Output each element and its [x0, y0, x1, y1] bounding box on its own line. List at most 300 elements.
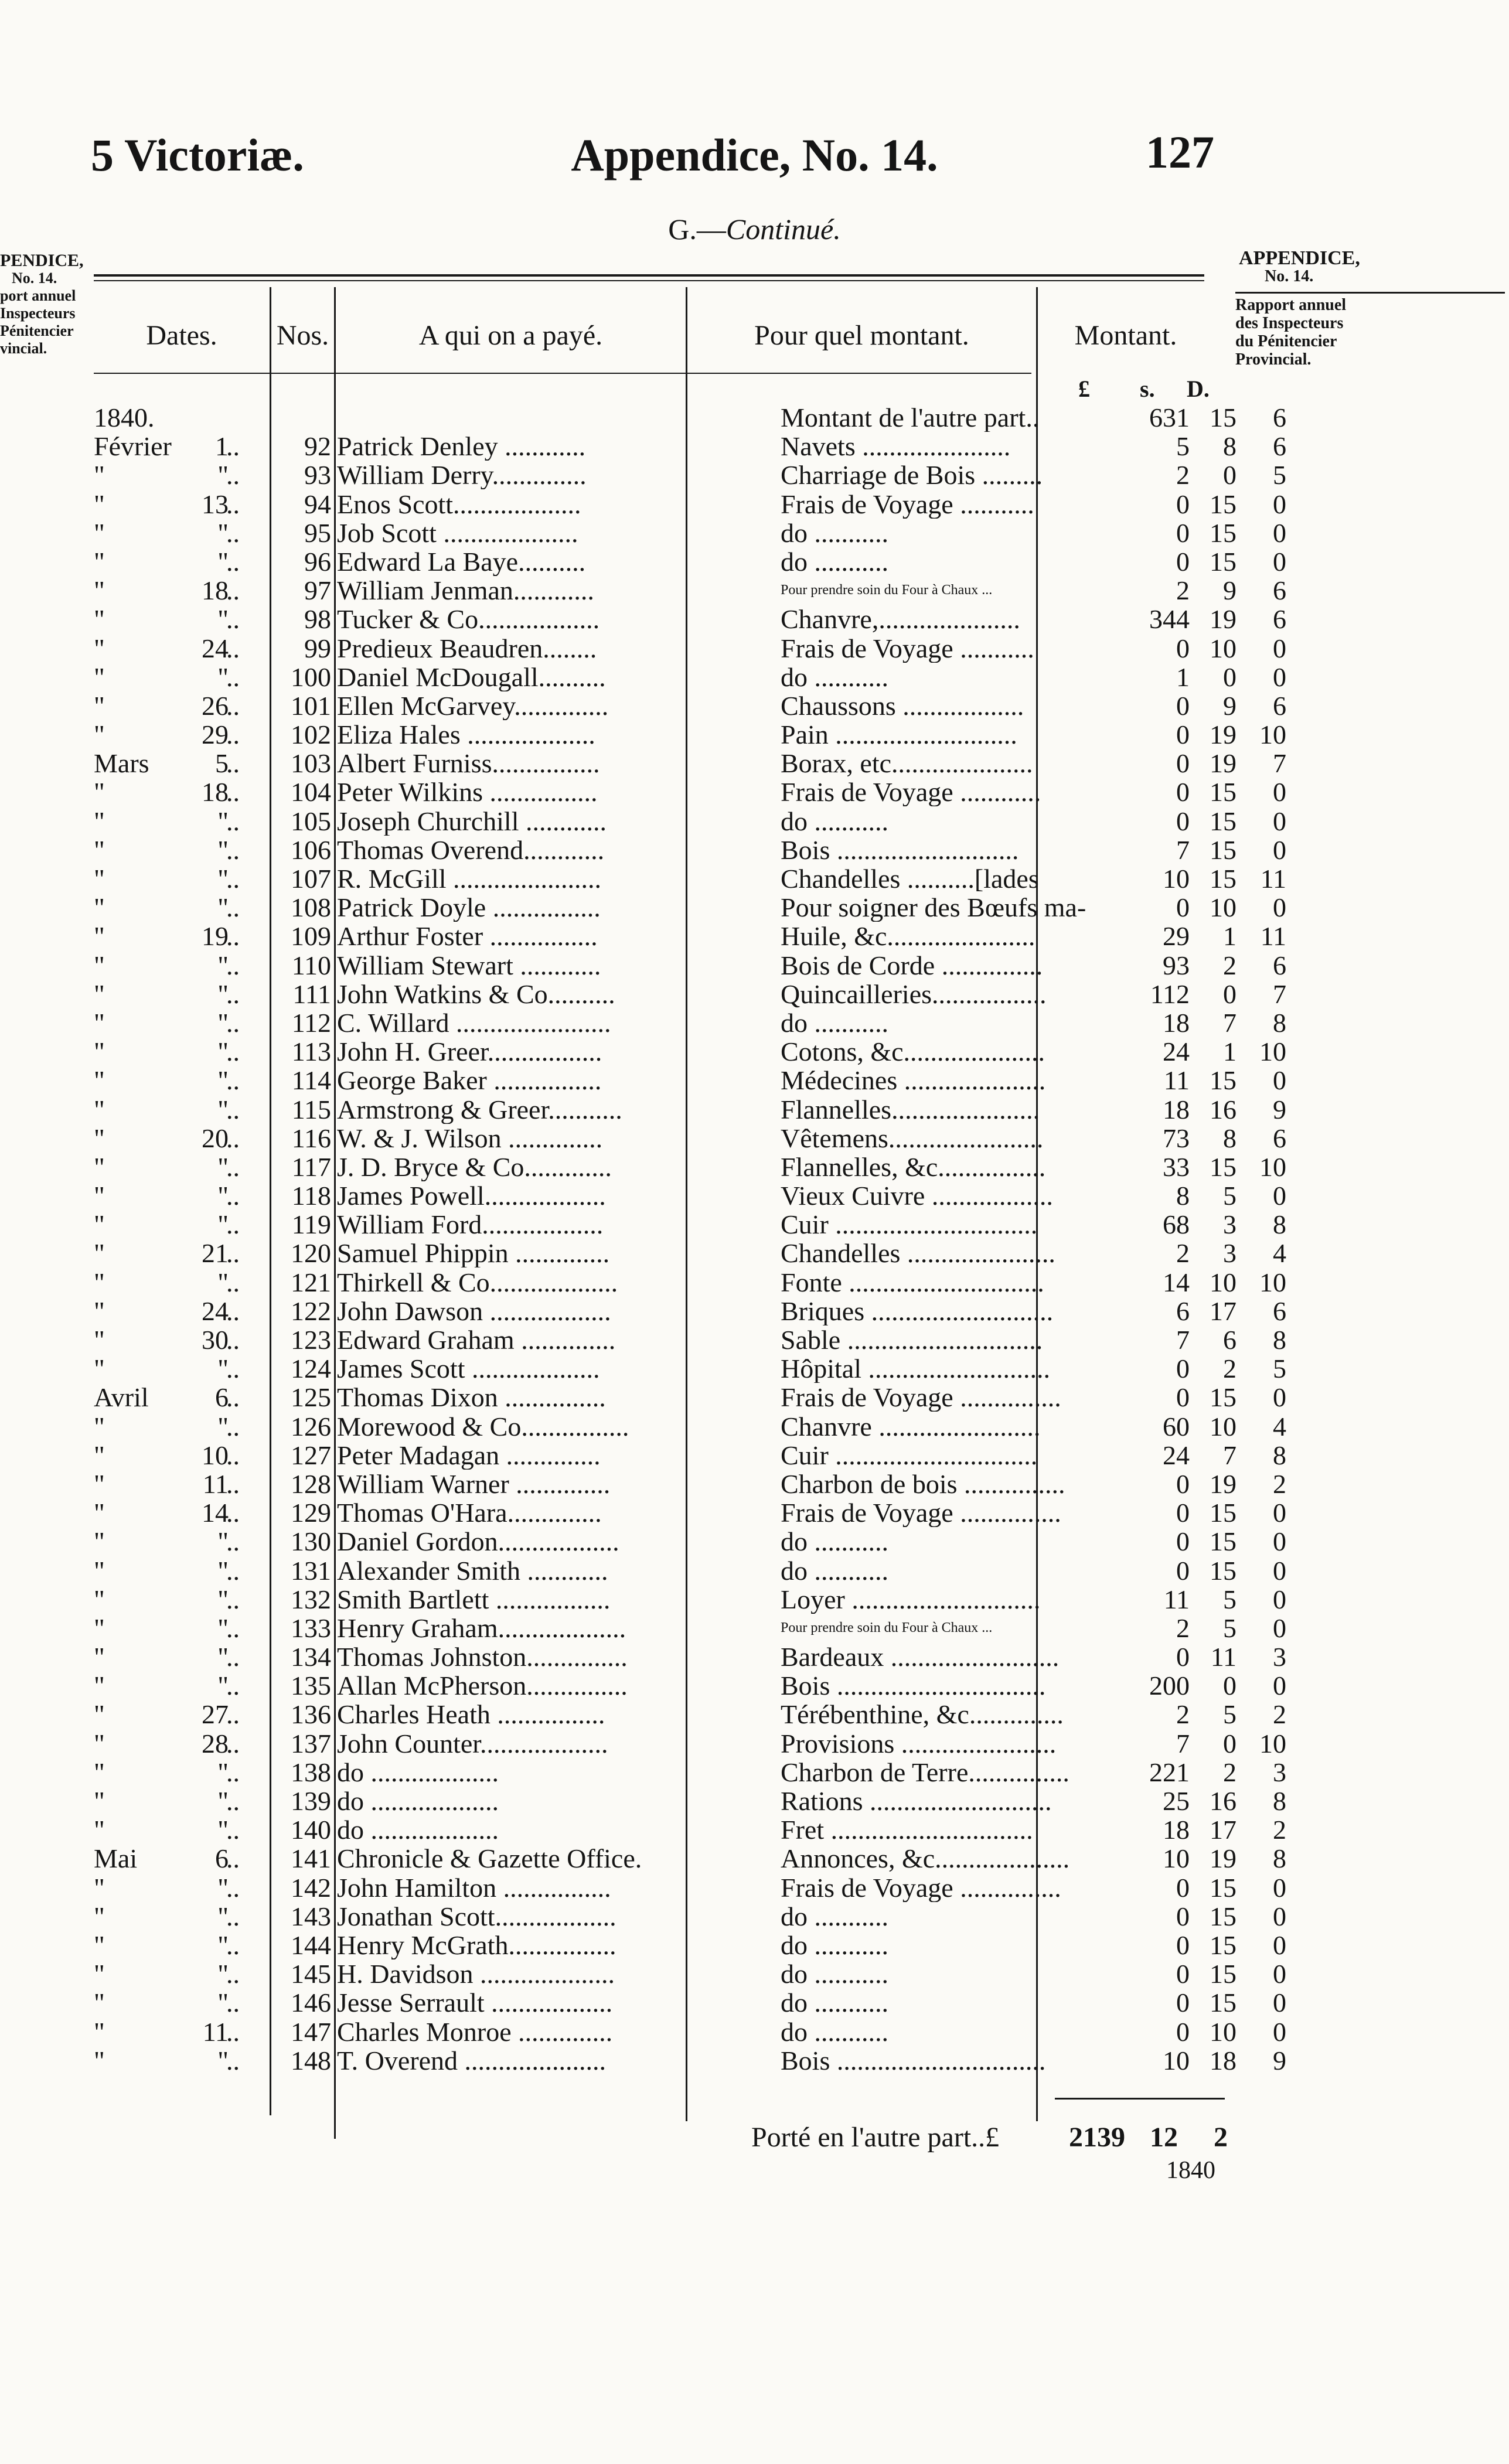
- payee-name: James Powell..................: [337, 1181, 606, 1211]
- amount-pounds: 0: [1176, 1642, 1190, 1672]
- amount-pence: 0: [1273, 1066, 1286, 1095]
- leader-dots: ..: [226, 547, 240, 576]
- table-row: [88, 1787, 1286, 1815]
- payee-name: John Counter...................: [337, 1729, 608, 1758]
- date-day: 24: [202, 633, 229, 663]
- table-row: [88, 489, 1286, 519]
- amount-pounds: 0: [1176, 1930, 1190, 1959]
- date-month: 1840.: [94, 403, 155, 432]
- payee-name: Patrick Doyle ................: [337, 893, 601, 922]
- date-day: ": [217, 461, 229, 490]
- leader-dots: ..: [226, 778, 240, 807]
- payee-name: Jesse Serrault ..................: [337, 1988, 613, 2017]
- table-row: [88, 518, 1286, 547]
- amount-shillings: 15: [1210, 547, 1237, 576]
- payee-name: William Derry..............: [337, 461, 587, 490]
- payee-name: John H. Greer.................: [337, 1037, 602, 1066]
- date-day: 21: [202, 1239, 229, 1268]
- amount-shillings: 10: [1210, 1267, 1237, 1297]
- amount-pence: 6: [1273, 432, 1286, 461]
- amount-pence: 0: [1273, 778, 1286, 807]
- payee-name: T. Overend .....................: [337, 2046, 607, 2075]
- date-day: 11: [202, 2017, 229, 2046]
- total-pounds: 2139: [1069, 2122, 1125, 2153]
- voucher-number: 143: [291, 1901, 331, 1931]
- date-month: Mai: [94, 1844, 138, 1873]
- table-row: [88, 1527, 1286, 1556]
- date-month: ": [94, 1815, 105, 1845]
- amount-pence: 0: [1273, 1959, 1286, 1989]
- date-month: ": [94, 922, 105, 951]
- payee-name: John Watkins & Co..........: [337, 979, 615, 1008]
- payment-purpose: do ...........: [781, 1988, 888, 2017]
- left-margin-line: Pénitencier: [0, 322, 74, 339]
- table-row: [88, 778, 1286, 807]
- voucher-number: 140: [291, 1815, 331, 1845]
- leader-dots: ..: [226, 1498, 240, 1528]
- date-day: ": [217, 1066, 229, 1095]
- right-margin-line: Rapport annuel: [1235, 296, 1347, 314]
- leader-dots: ..: [226, 432, 240, 461]
- amount-shillings: 15: [1210, 489, 1237, 519]
- payee-name: Daniel McDougall..........: [337, 662, 606, 691]
- voucher-number: 101: [291, 691, 331, 720]
- amount-pence: 10: [1259, 1152, 1286, 1181]
- payee-name: Enos Scott...................: [337, 489, 581, 519]
- amount-pence: 0: [1273, 1181, 1286, 1211]
- voucher-number: 144: [291, 1930, 331, 1959]
- amount-shillings: 16: [1210, 1095, 1237, 1124]
- payment-purpose: Huile, &c......................: [781, 922, 1035, 951]
- payee-name: William Jenman............: [337, 576, 594, 605]
- amount-shillings: 15: [1210, 835, 1237, 864]
- payment-purpose: Flannelles......................: [781, 1095, 1040, 1124]
- leader-dots: ..: [226, 864, 240, 893]
- voucher-number: 111: [292, 979, 331, 1008]
- amount-pence: 2: [1273, 1700, 1286, 1729]
- payee-name: John Dawson ..................: [337, 1296, 611, 1325]
- amount-pounds: 0: [1176, 2017, 1190, 2046]
- payee-name: Peter Wilkins ................: [337, 778, 598, 807]
- amount-shillings: 7: [1223, 1008, 1237, 1037]
- date-month: ": [94, 720, 105, 749]
- table-row: [88, 576, 1286, 605]
- table-row: [88, 1181, 1286, 1211]
- amount-pounds: 0: [1176, 1901, 1190, 1931]
- amount-shillings: 1: [1223, 1037, 1237, 1066]
- date-month: ": [94, 1901, 105, 1931]
- table-row: [88, 432, 1286, 461]
- date-day: 5: [215, 749, 229, 778]
- amount-pounds: 0: [1176, 1354, 1190, 1383]
- total-pence: 2: [1214, 2122, 1228, 2153]
- voucher-number: 141: [291, 1844, 331, 1873]
- payment-purpose: Charriage de Bois .........: [781, 461, 1043, 490]
- header-bottom-rule: [94, 373, 1031, 374]
- amount-pence: 6: [1273, 605, 1286, 634]
- leader-dots: ..: [226, 576, 240, 605]
- leader-dots: ..: [226, 1613, 240, 1642]
- payee-name: Chronicle & Gazette Office.: [337, 1844, 642, 1873]
- table-row: [88, 720, 1286, 749]
- amount-pounds: 10: [1163, 2046, 1190, 2075]
- left-margin-sub: No. 14.: [12, 270, 57, 287]
- date-month: ": [94, 1613, 105, 1642]
- amount-pounds: 2: [1176, 461, 1190, 490]
- voucher-number: 114: [291, 1066, 331, 1095]
- voucher-number: 118: [291, 1181, 331, 1211]
- date-day: ": [217, 835, 229, 864]
- amount-pence: 11: [1260, 922, 1286, 951]
- amount-pence: 3: [1273, 1642, 1286, 1672]
- payee-name: John Hamilton ................: [337, 1873, 611, 1902]
- payment-purpose: do ...........: [781, 518, 888, 547]
- amount-pence: 9: [1273, 1095, 1286, 1124]
- amount-shillings: 15: [1210, 1066, 1237, 1095]
- date-day: ": [217, 1181, 229, 1211]
- payment-purpose: Pour prendre soin du Four à Chaux ...: [781, 582, 993, 598]
- amount-pounds: 0: [1176, 633, 1190, 663]
- leader-dots: ..: [226, 1066, 240, 1095]
- leader-dots: ..: [226, 1267, 240, 1297]
- leader-dots: ..: [226, 1700, 240, 1729]
- date-day: ": [217, 1210, 229, 1239]
- payment-purpose: Pour prendre soin du Four à Chaux ...: [781, 1620, 993, 1635]
- payment-purpose: Chanvre ........................: [781, 1412, 1041, 1441]
- payment-purpose: Flannelles, &c................: [781, 1152, 1046, 1181]
- date-day: ": [217, 950, 229, 980]
- amount-pounds: 7: [1176, 1325, 1190, 1354]
- amount-pence: 10: [1259, 1729, 1286, 1758]
- amount-pence: 0: [1273, 2017, 1286, 2046]
- amount-pounds: 0: [1176, 1383, 1190, 1412]
- date-month: ": [94, 1296, 105, 1325]
- table-row: [88, 1930, 1286, 1959]
- amount-shillings: 19: [1210, 720, 1237, 749]
- amount-shillings: 10: [1210, 2017, 1237, 2046]
- right-margin-line: des Inspecteurs: [1235, 314, 1344, 332]
- table-row: [88, 1498, 1286, 1528]
- subtitle-continued: Continué.: [725, 213, 841, 246]
- payment-purpose: Bois de Corde ...............: [781, 950, 1043, 980]
- amount-pounds: 0: [1176, 1527, 1190, 1556]
- date-month: Février: [94, 432, 172, 461]
- amount-pounds: 24: [1163, 1037, 1190, 1066]
- date-day: ": [217, 979, 229, 1008]
- date-month: ": [94, 605, 105, 634]
- date-month: ": [94, 1584, 105, 1614]
- amount-pence: 0: [1273, 1671, 1286, 1700]
- table-row: [88, 2046, 1286, 2075]
- amount-pence: 6: [1273, 950, 1286, 980]
- voucher-number: 128: [291, 1469, 331, 1498]
- date-month: ": [94, 1037, 105, 1066]
- amount-pence: 0: [1273, 1383, 1286, 1412]
- amount-shillings: 8: [1223, 432, 1237, 461]
- amount-shillings: 19: [1210, 1469, 1237, 1498]
- payee-name: William Stewart ............: [337, 950, 601, 980]
- payment-purpose: do ...........: [781, 1901, 888, 1931]
- payment-purpose: Frais de Voyage ...............: [781, 1383, 1061, 1412]
- amount-shillings: 15: [1210, 1959, 1237, 1989]
- date-month: ": [94, 1556, 105, 1585]
- payment-purpose: do ...........: [781, 662, 888, 691]
- amount-pounds: 2: [1176, 576, 1190, 605]
- date-month: ": [94, 1152, 105, 1181]
- leader-dots: ..: [226, 1008, 240, 1037]
- date-day: ": [217, 662, 229, 691]
- voucher-number: 148: [291, 2046, 331, 2075]
- payee-name: Alexander Smith ............: [337, 1556, 608, 1585]
- leader-dots: ..: [226, 922, 240, 951]
- table-row: [88, 1873, 1286, 1902]
- date-month: ": [94, 1498, 105, 1528]
- total-shillings: 12: [1150, 2122, 1178, 2153]
- amount-shillings: 2: [1223, 950, 1237, 980]
- amount-pounds: 0: [1176, 1873, 1190, 1902]
- left-margin-line: port annuel: [0, 287, 76, 304]
- voucher-number: 135: [291, 1671, 331, 1700]
- right-margin-line: Provincial.: [1235, 350, 1312, 369]
- amount-shillings: 19: [1210, 605, 1237, 634]
- amount-shillings: 0: [1223, 1729, 1237, 1758]
- leader-dots: ..: [226, 633, 240, 663]
- payee-name: Peter Madagan ..............: [337, 1440, 601, 1470]
- table-row: [88, 749, 1286, 778]
- payment-purpose: Chandelles ......................: [781, 1239, 1055, 1268]
- date-day: ": [217, 547, 229, 576]
- leader-dots: ..: [226, 1959, 240, 1989]
- date-day: 1: [215, 432, 229, 461]
- table-row: [88, 1037, 1286, 1066]
- date-day: ": [217, 1037, 229, 1066]
- leader-dots: ..: [226, 950, 240, 980]
- leader-dots: ..: [226, 1210, 240, 1239]
- date-day: ": [217, 1354, 229, 1383]
- date-day: 6: [215, 1383, 229, 1412]
- subtitle-prefix: G.—: [668, 213, 726, 246]
- date-day: ": [217, 518, 229, 547]
- payment-purpose: Bardeaux .........................: [781, 1642, 1060, 1672]
- table-row: [88, 1988, 1286, 2017]
- amount-shillings: 17: [1210, 1815, 1237, 1845]
- amount-pounds: 29: [1163, 922, 1190, 951]
- date-day: ": [217, 1613, 229, 1642]
- amount-pence: 0: [1273, 893, 1286, 922]
- amount-pence: 0: [1273, 1556, 1286, 1585]
- voucher-number: 109: [291, 922, 331, 951]
- payee-name: George Baker ................: [337, 1066, 602, 1095]
- amount-shillings: 9: [1223, 691, 1237, 720]
- right-margin-sub: No. 14.: [1265, 267, 1314, 285]
- payment-purpose: Charbon de Terre...............: [781, 1757, 1069, 1787]
- amount-shillings: 15: [1210, 1527, 1237, 1556]
- col-header-purpose: Pour quel montant.: [754, 320, 969, 351]
- table-row: [88, 1066, 1286, 1095]
- date-month: ": [94, 950, 105, 980]
- date-day: ": [217, 806, 229, 836]
- payment-purpose: Vieux Cuivre ..................: [781, 1181, 1053, 1211]
- table-row: [88, 461, 1286, 490]
- voucher-number: 145: [291, 1959, 331, 1989]
- carried-forward-label: Porté en l'autre part..£: [751, 2122, 1000, 2153]
- amount-pounds: 68: [1163, 1210, 1190, 1239]
- amount-pounds: 73: [1163, 1123, 1190, 1153]
- payment-purpose: do ...........: [781, 806, 888, 836]
- payment-purpose: do ...........: [781, 1527, 888, 1556]
- amount-pence: 0: [1273, 1930, 1286, 1959]
- amount-pounds: 7: [1176, 1729, 1190, 1758]
- voucher-number: 117: [291, 1152, 331, 1181]
- payment-purpose: Chaussons ..................: [781, 691, 1024, 720]
- leader-dots: ..: [226, 1296, 240, 1325]
- payment-purpose: Cuir ..............................: [781, 1440, 1038, 1470]
- col-header-dates: Dates.: [146, 320, 217, 351]
- amount-pence: 8: [1273, 1325, 1286, 1354]
- payee-name: Henry Graham...................: [337, 1613, 626, 1642]
- date-month: ": [94, 1440, 105, 1470]
- date-day: ": [217, 1873, 229, 1902]
- date-month: ": [94, 1700, 105, 1729]
- amount-pence: 2: [1273, 1469, 1286, 1498]
- amount-pounds: 93: [1163, 950, 1190, 980]
- voucher-number: 133: [291, 1613, 331, 1642]
- date-day: ": [217, 1584, 229, 1614]
- date-month: ": [94, 576, 105, 605]
- date-month: Mars: [94, 749, 149, 778]
- table-row: [88, 1008, 1286, 1037]
- date-day: ": [217, 1815, 229, 1845]
- amount-pounds: 0: [1176, 778, 1190, 807]
- table-row: [88, 1700, 1286, 1729]
- leader-dots: ..: [226, 1181, 240, 1211]
- voucher-number: 147: [291, 2017, 331, 2046]
- amount-shillings: 8: [1223, 1123, 1237, 1153]
- voucher-number: 120: [291, 1239, 331, 1268]
- date-month: ": [94, 1729, 105, 1758]
- date-day: ": [217, 1267, 229, 1297]
- amount-shillings: 10: [1210, 633, 1237, 663]
- leader-dots: ..: [226, 2046, 240, 2075]
- date-day: ": [217, 1008, 229, 1037]
- date-month: ": [94, 1123, 105, 1153]
- leader-dots: ..: [226, 1584, 240, 1614]
- payee-name: Thomas Overend............: [337, 835, 605, 864]
- amount-shillings: 9: [1223, 576, 1237, 605]
- table-row: [88, 633, 1286, 663]
- table-row: [88, 979, 1286, 1008]
- amount-shillings: 15: [1210, 806, 1237, 836]
- payment-purpose: Bois ...............................: [781, 1671, 1046, 1700]
- payee-name: Patrick Denley ............: [337, 432, 586, 461]
- amount-shillings: 15: [1210, 1556, 1237, 1585]
- leader-dots: ..: [226, 1037, 240, 1066]
- amount-shillings: 5: [1223, 1181, 1237, 1211]
- payment-purpose: Navets ......................: [781, 432, 1011, 461]
- voucher-number: 94: [304, 489, 331, 519]
- table-row: [88, 2017, 1286, 2046]
- payment-purpose: Loyer ............................: [781, 1584, 1041, 1614]
- date-month: ": [94, 1210, 105, 1239]
- amount-pence: 4: [1273, 1412, 1286, 1441]
- date-day: 24: [202, 1296, 229, 1325]
- amount-pence: 6: [1273, 691, 1286, 720]
- payee-name: William Ford..................: [337, 1210, 604, 1239]
- payment-purpose: Cuir ..............................: [781, 1210, 1038, 1239]
- date-day: ": [217, 2046, 229, 2075]
- payment-purpose: Frais de Voyage ...............: [781, 1498, 1061, 1528]
- voucher-number: 122: [291, 1296, 331, 1325]
- amount-pounds: 10: [1163, 864, 1190, 893]
- payment-purpose: do ...........: [781, 1930, 888, 1959]
- leader-dots: ..: [226, 1815, 240, 1845]
- date-day: 29: [202, 720, 229, 749]
- amount-pounds: 18: [1163, 1008, 1190, 1037]
- amount-pounds: 0: [1176, 1498, 1190, 1528]
- voucher-number: 113: [291, 1037, 331, 1066]
- payee-name: Henry McGrath................: [337, 1930, 616, 1959]
- amount-shillings: 15: [1210, 1930, 1237, 1959]
- voucher-number: 105: [291, 806, 331, 836]
- amount-shillings: 7: [1223, 1440, 1237, 1470]
- payment-purpose: Frais de Voyage ...........: [781, 489, 1034, 519]
- amount-pounds: 0: [1176, 489, 1190, 519]
- table-row: [88, 1123, 1286, 1153]
- leader-dots: ..: [226, 1671, 240, 1700]
- payment-purpose: do ...........: [781, 1008, 888, 1037]
- leader-dots: ..: [226, 605, 240, 634]
- payee-name: C. Willard .......................: [337, 1008, 611, 1037]
- table-row: [88, 1267, 1286, 1297]
- amount-pence: 0: [1273, 1498, 1286, 1528]
- table-row: [88, 1729, 1286, 1758]
- payment-purpose: Vêtemens.......................: [781, 1123, 1044, 1153]
- right-margin-note: [1235, 249, 1505, 369]
- amount-pence: 6: [1273, 403, 1286, 432]
- table-row: [88, 403, 1286, 432]
- date-day: ": [217, 1757, 229, 1787]
- leader-dots: ..: [226, 1844, 240, 1873]
- date-month: ": [94, 835, 105, 864]
- voucher-number: 110: [291, 950, 331, 980]
- table-row: [88, 1239, 1286, 1268]
- amount-pence: 11: [1260, 864, 1286, 893]
- leader-dots: ..: [226, 662, 240, 691]
- date-day: 26: [202, 691, 229, 720]
- date-day: ": [217, 1787, 229, 1815]
- payment-purpose: Bois ...........................: [781, 835, 1019, 864]
- payment-purpose: Quincailleries.................: [781, 979, 1047, 1008]
- payee-name: R. McGill ......................: [337, 864, 602, 893]
- payment-purpose: Frais de Voyage ............: [781, 778, 1041, 807]
- payee-name: Predieux Beaudren........: [337, 633, 597, 663]
- date-day: 10: [202, 1440, 229, 1470]
- voucher-number: 130: [291, 1527, 331, 1556]
- leader-dots: ..: [226, 461, 240, 490]
- amount-shillings: 0: [1223, 1671, 1237, 1700]
- leader-dots: ..: [226, 1729, 240, 1758]
- payee-name: H. Davidson ....................: [337, 1959, 615, 1989]
- payment-purpose: Pain ...........................: [781, 720, 1017, 749]
- date-month: Avril: [94, 1383, 149, 1412]
- date-day: 27: [202, 1700, 229, 1729]
- amount-shillings: 11: [1210, 1642, 1237, 1672]
- table-row: [88, 1556, 1286, 1585]
- amount-pence: 0: [1273, 1873, 1286, 1902]
- date-day: ": [217, 1095, 229, 1124]
- amount-pence: 5: [1273, 461, 1286, 490]
- amount-pence: 0: [1273, 1527, 1286, 1556]
